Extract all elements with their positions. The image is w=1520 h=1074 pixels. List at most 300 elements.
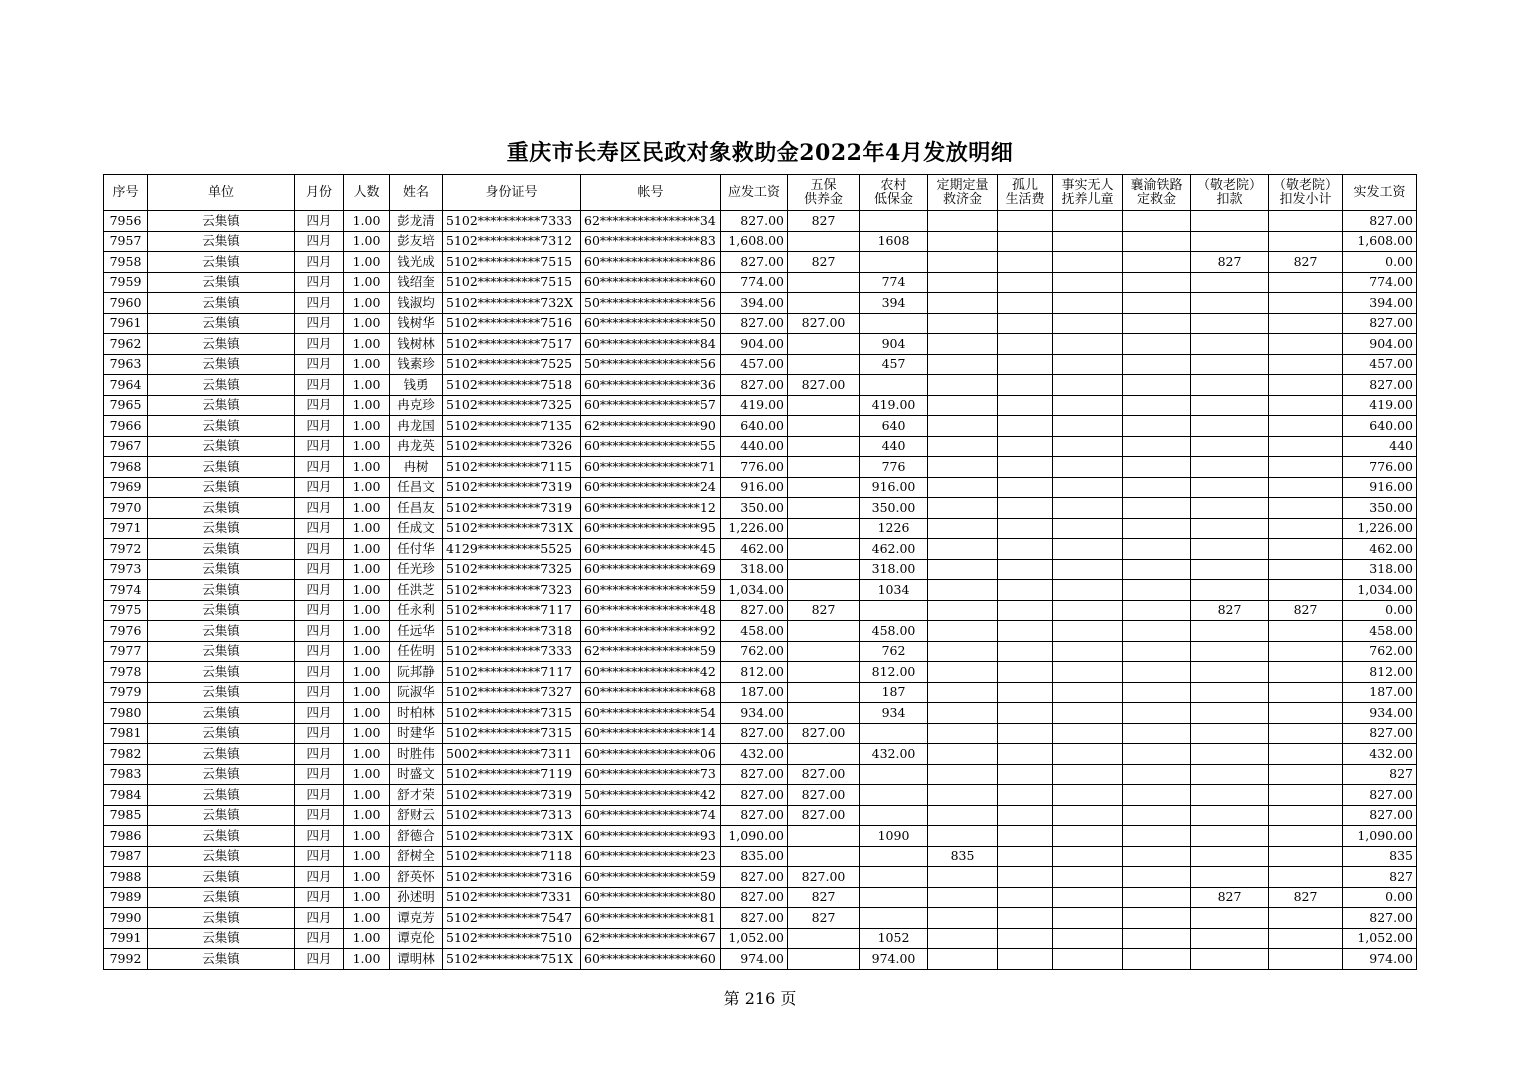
cell-actual-pay: 827.00 bbox=[1343, 313, 1417, 334]
cell-nursing-home-deduction bbox=[1191, 313, 1269, 334]
cell-orphan-allowance bbox=[998, 518, 1053, 539]
cell-month: 四月 bbox=[295, 436, 344, 457]
cell-seq: 7977 bbox=[104, 641, 148, 662]
table-row bbox=[104, 867, 1417, 888]
cell-payable: 827.00 bbox=[721, 867, 788, 888]
cell-regular-relief bbox=[928, 416, 998, 437]
cell-payable: 827.00 bbox=[721, 785, 788, 806]
cell-railway-relief bbox=[1123, 723, 1191, 744]
cell-nursing-home-deduction-subtotal bbox=[1269, 703, 1343, 724]
cell-nursing-home-deduction bbox=[1191, 867, 1269, 888]
cell-seq: 7990 bbox=[104, 908, 148, 929]
table-row bbox=[104, 744, 1417, 765]
cell-account: 60****************74 bbox=[581, 805, 721, 826]
cell-id-number: 5102**********7515 bbox=[443, 272, 581, 293]
cell-account: 60****************54 bbox=[581, 703, 721, 724]
cell-regular-relief bbox=[928, 805, 998, 826]
cell-nursing-home-deduction bbox=[1191, 375, 1269, 396]
cell-unit: 云集镇 bbox=[148, 293, 295, 314]
header-payable: 应发工资 bbox=[721, 175, 788, 211]
cell-regular-relief bbox=[928, 764, 998, 785]
cell-name: 钱树林 bbox=[390, 334, 443, 355]
cell-nursing-home-deduction bbox=[1191, 641, 1269, 662]
cell-five-guarantee bbox=[788, 580, 860, 601]
cell-id-number: 5102**********7319 bbox=[443, 785, 581, 806]
cell-seq: 7966 bbox=[104, 416, 148, 437]
relief-payment-table bbox=[103, 174, 1417, 970]
cell-seq: 7980 bbox=[104, 703, 148, 724]
cell-id-number: 5102**********7516 bbox=[443, 313, 581, 334]
cell-actual-pay: 187.00 bbox=[1343, 682, 1417, 703]
cell-unit: 云集镇 bbox=[148, 826, 295, 847]
cell-regular-relief bbox=[928, 703, 998, 724]
cell-nursing-home-deduction bbox=[1191, 395, 1269, 416]
cell-name: 任远华 bbox=[390, 621, 443, 642]
cell-payable: 827.00 bbox=[721, 764, 788, 785]
cell-seq: 7978 bbox=[104, 662, 148, 683]
cell-five-guarantee bbox=[788, 436, 860, 457]
cell-orphan-allowance bbox=[998, 293, 1053, 314]
cell-rural-minimum bbox=[860, 887, 928, 908]
cell-id-number: 5102**********7119 bbox=[443, 764, 581, 785]
cell-nursing-home-deduction-subtotal bbox=[1269, 539, 1343, 560]
cell-unsupported-children bbox=[1053, 313, 1123, 334]
cell-five-guarantee bbox=[788, 457, 860, 478]
cell-regular-relief bbox=[928, 477, 998, 498]
cell-nursing-home-deduction bbox=[1191, 211, 1269, 232]
header-month: 月份 bbox=[295, 175, 344, 211]
cell-railway-relief bbox=[1123, 211, 1191, 232]
cell-five-guarantee bbox=[788, 354, 860, 375]
cell-regular-relief bbox=[928, 621, 998, 642]
cell-regular-relief bbox=[928, 375, 998, 396]
cell-seq: 7971 bbox=[104, 518, 148, 539]
cell-count: 1.00 bbox=[344, 846, 390, 867]
cell-rural-minimum bbox=[860, 211, 928, 232]
cell-railway-relief bbox=[1123, 395, 1191, 416]
cell-unit: 云集镇 bbox=[148, 313, 295, 334]
cell-account: 50****************56 bbox=[581, 354, 721, 375]
cell-account: 60****************14 bbox=[581, 723, 721, 744]
cell-payable: 827.00 bbox=[721, 600, 788, 621]
cell-rural-minimum: 776 bbox=[860, 457, 928, 478]
cell-count: 1.00 bbox=[344, 826, 390, 847]
cell-account: 60****************83 bbox=[581, 231, 721, 252]
cell-id-number: 5102**********751X bbox=[443, 949, 581, 970]
cell-rural-minimum: 440 bbox=[860, 436, 928, 457]
cell-nursing-home-deduction-subtotal bbox=[1269, 621, 1343, 642]
cell-rural-minimum: 1226 bbox=[860, 518, 928, 539]
cell-railway-relief bbox=[1123, 457, 1191, 478]
cell-id-number: 5102**********7323 bbox=[443, 580, 581, 601]
cell-actual-pay: 640.00 bbox=[1343, 416, 1417, 437]
cell-unit: 云集镇 bbox=[148, 334, 295, 355]
cell-account: 60****************80 bbox=[581, 887, 721, 908]
cell-orphan-allowance bbox=[998, 621, 1053, 642]
table-row bbox=[104, 723, 1417, 744]
cell-regular-relief bbox=[928, 498, 998, 519]
cell-nursing-home-deduction-subtotal bbox=[1269, 416, 1343, 437]
cell-payable: 827.00 bbox=[721, 887, 788, 908]
cell-seq: 7958 bbox=[104, 252, 148, 273]
cell-account: 60****************48 bbox=[581, 600, 721, 621]
cell-unit: 云集镇 bbox=[148, 723, 295, 744]
cell-name: 冉克珍 bbox=[390, 395, 443, 416]
cell-seq: 7981 bbox=[104, 723, 148, 744]
cell-actual-pay: 458.00 bbox=[1343, 621, 1417, 642]
cell-account: 60****************84 bbox=[581, 334, 721, 355]
cell-orphan-allowance bbox=[998, 908, 1053, 929]
cell-id-number: 5102**********7333 bbox=[443, 641, 581, 662]
cell-five-guarantee bbox=[788, 682, 860, 703]
cell-nursing-home-deduction-subtotal bbox=[1269, 662, 1343, 683]
cell-count: 1.00 bbox=[344, 867, 390, 888]
cell-account: 60****************81 bbox=[581, 908, 721, 929]
table-row bbox=[104, 949, 1417, 970]
cell-count: 1.00 bbox=[344, 580, 390, 601]
table-row bbox=[104, 559, 1417, 580]
cell-month: 四月 bbox=[295, 826, 344, 847]
cell-unsupported-children bbox=[1053, 723, 1123, 744]
cell-account: 60****************36 bbox=[581, 375, 721, 396]
cell-payable: 827.00 bbox=[721, 805, 788, 826]
cell-orphan-allowance bbox=[998, 867, 1053, 888]
cell-id-number: 5102**********732X bbox=[443, 293, 581, 314]
cell-orphan-allowance bbox=[998, 662, 1053, 683]
table-row bbox=[104, 457, 1417, 478]
cell-id-number: 5102**********7319 bbox=[443, 498, 581, 519]
cell-count: 1.00 bbox=[344, 498, 390, 519]
cell-regular-relief bbox=[928, 744, 998, 765]
cell-payable: 974.00 bbox=[721, 949, 788, 970]
cell-actual-pay: 0.00 bbox=[1343, 252, 1417, 273]
cell-id-number: 5102**********7115 bbox=[443, 457, 581, 478]
cell-nursing-home-deduction bbox=[1191, 477, 1269, 498]
cell-id-number: 5102**********7510 bbox=[443, 928, 581, 949]
cell-unit: 云集镇 bbox=[148, 211, 295, 232]
header-count: 人数 bbox=[344, 175, 390, 211]
cell-unsupported-children bbox=[1053, 580, 1123, 601]
cell-regular-relief bbox=[928, 252, 998, 273]
cell-nursing-home-deduction-subtotal bbox=[1269, 334, 1343, 355]
cell-orphan-allowance bbox=[998, 600, 1053, 621]
cell-actual-pay: 432.00 bbox=[1343, 744, 1417, 765]
cell-name: 冉龙英 bbox=[390, 436, 443, 457]
table-row bbox=[104, 785, 1417, 806]
cell-nursing-home-deduction-subtotal bbox=[1269, 580, 1343, 601]
cell-unsupported-children bbox=[1053, 231, 1123, 252]
cell-count: 1.00 bbox=[344, 621, 390, 642]
cell-seq: 7983 bbox=[104, 764, 148, 785]
cell-rural-minimum: 762 bbox=[860, 641, 928, 662]
table-row bbox=[104, 682, 1417, 703]
cell-payable: 827.00 bbox=[721, 211, 788, 232]
cell-railway-relief bbox=[1123, 293, 1191, 314]
cell-month: 四月 bbox=[295, 846, 344, 867]
header-nursing-home-deduction-subtotal: （敬老院） 扣发小计 bbox=[1269, 175, 1343, 211]
cell-five-guarantee: 827.00 bbox=[788, 867, 860, 888]
cell-payable: 350.00 bbox=[721, 498, 788, 519]
cell-payable: 827.00 bbox=[721, 375, 788, 396]
cell-seq: 7982 bbox=[104, 744, 148, 765]
cell-name: 时盛文 bbox=[390, 764, 443, 785]
cell-regular-relief bbox=[928, 354, 998, 375]
cell-nursing-home-deduction bbox=[1191, 928, 1269, 949]
cell-orphan-allowance bbox=[998, 580, 1053, 601]
cell-rural-minimum: 916.00 bbox=[860, 477, 928, 498]
cell-rural-minimum: 1608 bbox=[860, 231, 928, 252]
cell-unsupported-children bbox=[1053, 846, 1123, 867]
cell-rural-minimum: 1090 bbox=[860, 826, 928, 847]
cell-orphan-allowance bbox=[998, 744, 1053, 765]
cell-count: 1.00 bbox=[344, 252, 390, 273]
cell-railway-relief bbox=[1123, 231, 1191, 252]
cell-nursing-home-deduction-subtotal bbox=[1269, 313, 1343, 334]
cell-unsupported-children bbox=[1053, 293, 1123, 314]
cell-account: 60****************60 bbox=[581, 272, 721, 293]
cell-railway-relief bbox=[1123, 436, 1191, 457]
cell-rural-minimum: 419.00 bbox=[860, 395, 928, 416]
cell-seq: 7991 bbox=[104, 928, 148, 949]
cell-payable: 440.00 bbox=[721, 436, 788, 457]
cell-five-guarantee: 827 bbox=[788, 887, 860, 908]
cell-unsupported-children bbox=[1053, 682, 1123, 703]
cell-month: 四月 bbox=[295, 211, 344, 232]
cell-unit: 云集镇 bbox=[148, 539, 295, 560]
cell-nursing-home-deduction bbox=[1191, 559, 1269, 580]
cell-id-number: 5102**********7117 bbox=[443, 600, 581, 621]
header-account: 帐号 bbox=[581, 175, 721, 211]
cell-unsupported-children bbox=[1053, 744, 1123, 765]
cell-id-number: 5102**********731X bbox=[443, 826, 581, 847]
cell-rural-minimum bbox=[860, 313, 928, 334]
cell-account: 60****************59 bbox=[581, 580, 721, 601]
cell-five-guarantee bbox=[788, 826, 860, 847]
cell-actual-pay: 827.00 bbox=[1343, 723, 1417, 744]
cell-month: 四月 bbox=[295, 928, 344, 949]
cell-name: 钱光成 bbox=[390, 252, 443, 273]
cell-orphan-allowance bbox=[998, 211, 1053, 232]
cell-nursing-home-deduction-subtotal bbox=[1269, 375, 1343, 396]
cell-nursing-home-deduction-subtotal bbox=[1269, 867, 1343, 888]
cell-unit: 云集镇 bbox=[148, 457, 295, 478]
cell-payable: 776.00 bbox=[721, 457, 788, 478]
cell-railway-relief bbox=[1123, 785, 1191, 806]
table-row bbox=[104, 498, 1417, 519]
cell-count: 1.00 bbox=[344, 477, 390, 498]
cell-month: 四月 bbox=[295, 764, 344, 785]
cell-five-guarantee bbox=[788, 293, 860, 314]
cell-seq: 7964 bbox=[104, 375, 148, 396]
table-row bbox=[104, 334, 1417, 355]
cell-payable: 916.00 bbox=[721, 477, 788, 498]
cell-rural-minimum: 458.00 bbox=[860, 621, 928, 642]
cell-actual-pay: 1,226.00 bbox=[1343, 518, 1417, 539]
cell-actual-pay: 812.00 bbox=[1343, 662, 1417, 683]
header-seq: 序号 bbox=[104, 175, 148, 211]
cell-seq: 7992 bbox=[104, 949, 148, 970]
cell-month: 四月 bbox=[295, 395, 344, 416]
table-row bbox=[104, 252, 1417, 273]
cell-unit: 云集镇 bbox=[148, 600, 295, 621]
table-row bbox=[104, 662, 1417, 683]
cell-unit: 云集镇 bbox=[148, 395, 295, 416]
cell-seq: 7986 bbox=[104, 826, 148, 847]
cell-regular-relief bbox=[928, 928, 998, 949]
cell-orphan-allowance bbox=[998, 231, 1053, 252]
cell-unsupported-children bbox=[1053, 826, 1123, 847]
cell-unsupported-children bbox=[1053, 211, 1123, 232]
cell-regular-relief bbox=[928, 293, 998, 314]
cell-orphan-allowance bbox=[998, 375, 1053, 396]
cell-orphan-allowance bbox=[998, 416, 1053, 437]
cell-month: 四月 bbox=[295, 518, 344, 539]
cell-account: 60****************60 bbox=[581, 949, 721, 970]
cell-nursing-home-deduction bbox=[1191, 662, 1269, 683]
cell-month: 四月 bbox=[295, 559, 344, 580]
cell-nursing-home-deduction bbox=[1191, 518, 1269, 539]
table-row bbox=[104, 887, 1417, 908]
cell-orphan-allowance bbox=[998, 805, 1053, 826]
cell-regular-relief bbox=[928, 949, 998, 970]
cell-month: 四月 bbox=[295, 334, 344, 355]
cell-regular-relief bbox=[928, 600, 998, 621]
cell-unit: 云集镇 bbox=[148, 272, 295, 293]
cell-five-guarantee bbox=[788, 416, 860, 437]
cell-unsupported-children bbox=[1053, 457, 1123, 478]
table-row bbox=[104, 600, 1417, 621]
cell-nursing-home-deduction-subtotal bbox=[1269, 272, 1343, 293]
cell-nursing-home-deduction bbox=[1191, 744, 1269, 765]
cell-count: 1.00 bbox=[344, 600, 390, 621]
cell-five-guarantee: 827.00 bbox=[788, 785, 860, 806]
cell-actual-pay: 1,052.00 bbox=[1343, 928, 1417, 949]
cell-unit: 云集镇 bbox=[148, 580, 295, 601]
cell-railway-relief bbox=[1123, 498, 1191, 519]
cell-month: 四月 bbox=[295, 416, 344, 437]
cell-actual-pay: 1,034.00 bbox=[1343, 580, 1417, 601]
cell-unsupported-children bbox=[1053, 334, 1123, 355]
cell-regular-relief bbox=[928, 662, 998, 683]
cell-unsupported-children bbox=[1053, 354, 1123, 375]
cell-seq: 7956 bbox=[104, 211, 148, 232]
cell-month: 四月 bbox=[295, 887, 344, 908]
cell-unit: 云集镇 bbox=[148, 805, 295, 826]
table-row bbox=[104, 395, 1417, 416]
cell-orphan-allowance bbox=[998, 723, 1053, 744]
cell-railway-relief bbox=[1123, 354, 1191, 375]
cell-rural-minimum: 457 bbox=[860, 354, 928, 375]
cell-seq: 7988 bbox=[104, 867, 148, 888]
cell-month: 四月 bbox=[295, 252, 344, 273]
cell-five-guarantee bbox=[788, 498, 860, 519]
cell-rural-minimum bbox=[860, 805, 928, 826]
cell-five-guarantee bbox=[788, 395, 860, 416]
cell-railway-relief bbox=[1123, 559, 1191, 580]
cell-unsupported-children bbox=[1053, 764, 1123, 785]
cell-regular-relief bbox=[928, 211, 998, 232]
cell-unsupported-children bbox=[1053, 928, 1123, 949]
cell-actual-pay: 318.00 bbox=[1343, 559, 1417, 580]
cell-actual-pay: 974.00 bbox=[1343, 949, 1417, 970]
cell-count: 1.00 bbox=[344, 641, 390, 662]
cell-id-number: 5102**********7315 bbox=[443, 723, 581, 744]
cell-rural-minimum bbox=[860, 375, 928, 396]
cell-five-guarantee bbox=[788, 846, 860, 867]
cell-name: 钱素珍 bbox=[390, 354, 443, 375]
cell-count: 1.00 bbox=[344, 723, 390, 744]
cell-seq: 7967 bbox=[104, 436, 148, 457]
cell-nursing-home-deduction-subtotal bbox=[1269, 744, 1343, 765]
cell-nursing-home-deduction: 827 bbox=[1191, 887, 1269, 908]
cell-account: 60****************93 bbox=[581, 826, 721, 847]
cell-payable: 827.00 bbox=[721, 313, 788, 334]
cell-nursing-home-deduction bbox=[1191, 805, 1269, 826]
cell-payable: 318.00 bbox=[721, 559, 788, 580]
cell-account: 60****************68 bbox=[581, 682, 721, 703]
cell-count: 1.00 bbox=[344, 805, 390, 826]
cell-actual-pay: 0.00 bbox=[1343, 887, 1417, 908]
header-regular-relief: 定期定量 救济金 bbox=[928, 175, 998, 211]
cell-rural-minimum: 432.00 bbox=[860, 744, 928, 765]
table-row bbox=[104, 272, 1417, 293]
cell-nursing-home-deduction bbox=[1191, 272, 1269, 293]
cell-unit: 云集镇 bbox=[148, 949, 295, 970]
cell-unit: 云集镇 bbox=[148, 231, 295, 252]
cell-nursing-home-deduction-subtotal bbox=[1269, 846, 1343, 867]
cell-id-number: 5102**********7515 bbox=[443, 252, 581, 273]
cell-nursing-home-deduction bbox=[1191, 436, 1269, 457]
cell-seq: 7965 bbox=[104, 395, 148, 416]
cell-actual-pay: 904.00 bbox=[1343, 334, 1417, 355]
cell-five-guarantee bbox=[788, 703, 860, 724]
header-orphan-allowance: 孤儿 生活费 bbox=[998, 175, 1053, 211]
table-row bbox=[104, 908, 1417, 929]
cell-actual-pay: 419.00 bbox=[1343, 395, 1417, 416]
cell-actual-pay: 827.00 bbox=[1343, 375, 1417, 396]
cell-payable: 827.00 bbox=[721, 908, 788, 929]
header-id-number: 身份证号 bbox=[443, 175, 581, 211]
header-five-guarantee: 五保 供养金 bbox=[788, 175, 860, 211]
cell-count: 1.00 bbox=[344, 539, 390, 560]
cell-account: 60****************45 bbox=[581, 539, 721, 560]
cell-month: 四月 bbox=[295, 477, 344, 498]
cell-payable: 934.00 bbox=[721, 703, 788, 724]
cell-name: 任洪芝 bbox=[390, 580, 443, 601]
cell-name: 舒英怀 bbox=[390, 867, 443, 888]
cell-five-guarantee bbox=[788, 949, 860, 970]
cell-id-number: 5102**********7135 bbox=[443, 416, 581, 437]
cell-unit: 云集镇 bbox=[148, 744, 295, 765]
cell-regular-relief: 835 bbox=[928, 846, 998, 867]
cell-railway-relief bbox=[1123, 764, 1191, 785]
cell-railway-relief bbox=[1123, 805, 1191, 826]
cell-seq: 7975 bbox=[104, 600, 148, 621]
cell-orphan-allowance bbox=[998, 395, 1053, 416]
cell-five-guarantee bbox=[788, 334, 860, 355]
cell-nursing-home-deduction-subtotal bbox=[1269, 682, 1343, 703]
cell-nursing-home-deduction bbox=[1191, 621, 1269, 642]
cell-nursing-home-deduction-subtotal bbox=[1269, 231, 1343, 252]
cell-id-number: 5002**********7311 bbox=[443, 744, 581, 765]
cell-five-guarantee bbox=[788, 641, 860, 662]
cell-unit: 云集镇 bbox=[148, 518, 295, 539]
cell-actual-pay: 827.00 bbox=[1343, 211, 1417, 232]
cell-nursing-home-deduction bbox=[1191, 764, 1269, 785]
cell-rural-minimum: 394 bbox=[860, 293, 928, 314]
cell-rural-minimum: 812.00 bbox=[860, 662, 928, 683]
cell-regular-relief bbox=[928, 539, 998, 560]
